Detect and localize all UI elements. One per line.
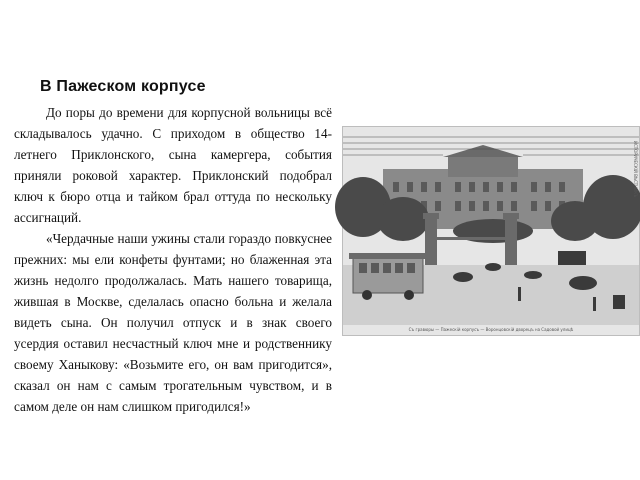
body-text	[14, 102, 332, 417]
engraving-image	[343, 127, 639, 335]
tram	[353, 257, 423, 293]
section-heading: В Пажеском корпусе	[40, 78, 206, 95]
paragraph-2: «Чердачные наши ужины стали гораздо повкуснее прежних: мы ели конфеты фунтами; но блаженная эта жизнь недолго продолжалась. Мать нашего товарища, жившая в Москве, сделалась опасно больна и желала видеть сына. Он получил отпуск и в знак своего усердия оставил несчастный ключ мне и родственнику своему Ханыкову: «Возьмите его, он вам пригодится», сказал он нам с самым трогательным чувством, и в самом деле он нам слишком пригодился!»	[14, 231, 332, 414]
engraving-illustration	[342, 126, 640, 336]
side-label: ИСТОРИЧЕСКІЙ ВѢСТНИКЪ	[633, 141, 638, 198]
paragraph-1: До поры до времени для корпусной вольницы всё складывалось удачно. С приходом в общество 14-летнего Приклонского, сына камергера, события приняли роковой характер. Приклонский подобрал ключ к бюро отца и тайком брал оттуда по нескольку ассигнаций.	[14, 105, 332, 225]
engraving-caption: Съ гравюры — Пажескій корпусъ — Воронцовскій дворецъ на Садовой улицѣ	[408, 327, 574, 332]
